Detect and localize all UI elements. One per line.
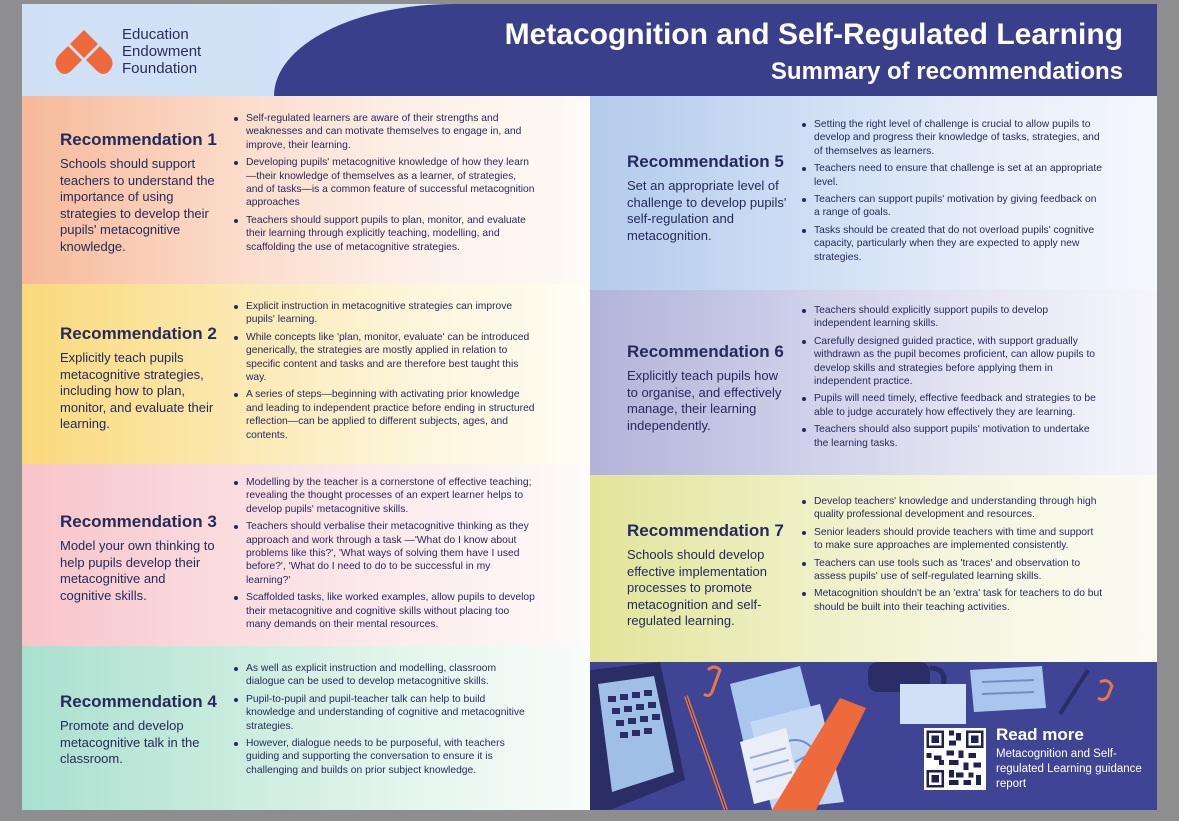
org-name-line: Foundation	[122, 60, 198, 77]
recommendation-heading: Recommendation 2	[60, 324, 217, 343]
org-name-line: Endowment	[122, 43, 202, 60]
bullet-item: Teachers can support pupils' motivation by giving feedback on a range of goals.	[814, 193, 1104, 220]
paperclip-icon	[1098, 681, 1112, 700]
bullet-item: Pupils will need timely, effective feedback and strategies to be able to judge accurately how effectively they are learning.	[814, 392, 1104, 419]
recommendation-7-bullets	[798, 495, 1104, 618]
recommendation-4-intro	[60, 692, 225, 768]
recommendation-summary: Explicitly teach pupils metacognitive strategies, including how to plan, monitor, and evaluate their learning.	[60, 350, 214, 431]
bullet-item: As well as explicit instruction and modelling, classroom dialogue can be used to develop metacognitive skills.	[246, 662, 536, 689]
recommendation-summary: Model your own thinking to help pupils develop their metacognitive and cognitive skills.	[60, 538, 215, 603]
recommendation-1-bullets	[230, 112, 536, 258]
laptop-icon	[590, 662, 685, 810]
recommendation-summary: Promote and develop metacognitive talk in the classroom.	[60, 718, 200, 766]
bullet-item: While concepts like 'plan, monitor, evaluate' can be introduced generically, the strategies are mostly applied in relation to specific content and tasks and are therefore best taught this way.	[246, 331, 536, 385]
recommendation-5-intro	[627, 152, 787, 244]
read-more-title[interactable]: Read more	[996, 725, 1084, 744]
recommendation-4-bullets	[230, 662, 536, 781]
bullet-item: A series of steps—beginning with activating prior knowledge and leading to independent practice before ending in structured reflection—can be applied to different subjects, ages, and contents.	[246, 389, 535, 441]
bullet-item: However, dialogue needs to be purposeful, with teachers guiding and supporting the conversation to ensure it is challenging and builds on prior subject knowledge.	[246, 737, 536, 777]
bullet-item: Metacognition shouldn't be an 'extra' task for teachers to do but should be built into their teaching activities.	[814, 588, 1103, 613]
recommendation-6-intro	[627, 342, 787, 434]
recommendation-summary: Schools should develop effective implementation processes to promote metacognition and self-regulated learning.	[627, 547, 767, 628]
recommendation-7-card	[590, 475, 1157, 662]
bullet-item: Developing pupils' metacognitive knowledge of how they learn—their knowledge of themselves as a learner, of strategies, and of tasks—is a common feature of successful metacognition approaches	[246, 157, 535, 209]
recommendation-2-bullets	[230, 300, 536, 446]
recommendation-1-intro	[60, 130, 220, 255]
page-subtitle: Summary of recommendations	[770, 58, 1123, 85]
read-more-subtitle: Metacognition and Self-regulated Learning guidance report	[996, 748, 1142, 790]
bullet-item: Scaffolded tasks, like worked examples, allow pupils to develop their metacognitive and cognitive skills without placing too many demands on their mental resources.	[246, 592, 535, 631]
recommendation-heading: Recommendation 5	[627, 152, 784, 171]
bullet-item: Senior leaders should provide teachers with time and support to make sure approaches are implemented consistently.	[814, 526, 1104, 553]
bullet-item: Teachers should support pupils to plan, monitor, and evaluate their learning through explicitly teaching, modelling, and scaffolding the use of metacognitive strategies.	[246, 214, 536, 254]
recommendation-summary: Set an appropriate level of challenge to develop pupils' self-regulation and metacognition.	[627, 178, 787, 243]
qr-code-icon[interactable]	[924, 728, 986, 790]
recommendation-summary: Explicitly teach pupils how to organise, and effectively manage, their learning independently.	[627, 368, 782, 433]
recommendation-7-intro	[627, 521, 787, 630]
recommendation-3-card	[22, 464, 590, 646]
note-icon	[970, 666, 1046, 712]
page-title: Metacognition and Self-Regulated Learning	[504, 18, 1123, 51]
header	[22, 4, 1157, 96]
recommendation-5-card	[590, 96, 1157, 290]
recommendation-3-bullets	[230, 476, 536, 635]
bullet-item: Teachers should verbalise their metacognitive thinking as they approach and work through a task —'What do I know about problems like this?', 'What ways of solving them have I used before?', 'What do I need to do to be successful in my learning?'	[246, 520, 536, 587]
recommendation-heading: Recommendation 1	[60, 130, 217, 149]
bullet-item: Setting the right level of challenge is crucial to allow pupils to develop and progress their knowledge of tasks, strategies, and of themselves as learners.	[814, 118, 1104, 158]
bullet-item: Self-regulated learners are aware of their strengths and weaknesses and can motivate themselves to engage in, and improve, their learning.	[246, 112, 536, 152]
paperclip-icon	[704, 667, 720, 696]
bullet-item: Teachers can use tools such as 'traces' and observation to assess pupils' use of self-regulated learning skills.	[814, 557, 1104, 584]
bullet-item: Explicit instruction in metacognitive strategies can improve pupils' learning.	[246, 300, 536, 327]
recommendation-2-intro	[60, 324, 220, 433]
org-name-line: Education	[122, 26, 189, 43]
recommendation-summary: Schools should support teachers to understand the importance of using strategies to develop their pupils' metacognitive knowledge.	[60, 156, 215, 254]
recommendation-heading: Recommendation 4	[60, 692, 217, 711]
eef-logo-icon	[54, 28, 114, 78]
recommendation-1-card	[22, 96, 590, 284]
recommendation-2-card	[22, 284, 590, 464]
recommendation-heading: Recommendation 3	[60, 512, 217, 531]
pencil-icon	[1060, 670, 1088, 714]
bullet-item: Teachers should explicitly support pupils to develop independent learning skills.	[814, 304, 1104, 331]
bullet-item: Carefully designed guided practice, with support gradually withdrawn as the pupil becomes proficient, can allow pupils to develop skills and strategies before applying them in independent practice.	[814, 335, 1104, 389]
recommendation-heading: Recommendation 6	[627, 342, 784, 361]
bullet-item: Modelling by the teacher is a cornerstone of effective teaching; revealing the thought processes of an expert learner helps to develop pupils' metacognitive skills.	[246, 476, 536, 516]
recommendation-heading: Recommendation 7	[627, 521, 784, 540]
bullet-item: Tasks should be created that do not overload pupils' cognitive capacity, particularly when they are expected to apply new strategies.	[814, 224, 1104, 264]
bullet-item: Pupil-to-pupil and pupil-teacher talk can help to build knowledge and understanding of cognitive and metacognitive strategies.	[246, 693, 536, 733]
bullet-item: Teachers need to ensure that challenge is set at an appropriate level.	[814, 162, 1104, 189]
recommendation-6-bullets	[798, 304, 1104, 454]
bullet-item: Teachers should also support pupils' motivation to undertake the learning tasks.	[814, 423, 1104, 450]
org-name	[122, 26, 201, 77]
bullet-item: Develop teachers' knowledge and understanding through high quality professional development and resources.	[814, 495, 1104, 522]
recommendation-3-intro	[60, 512, 220, 604]
poster-page	[22, 4, 1157, 810]
recommendation-6-card	[590, 290, 1157, 475]
recommendation-5-bullets	[798, 118, 1104, 268]
note-icon	[900, 684, 966, 724]
recommendation-4-card	[22, 646, 590, 810]
